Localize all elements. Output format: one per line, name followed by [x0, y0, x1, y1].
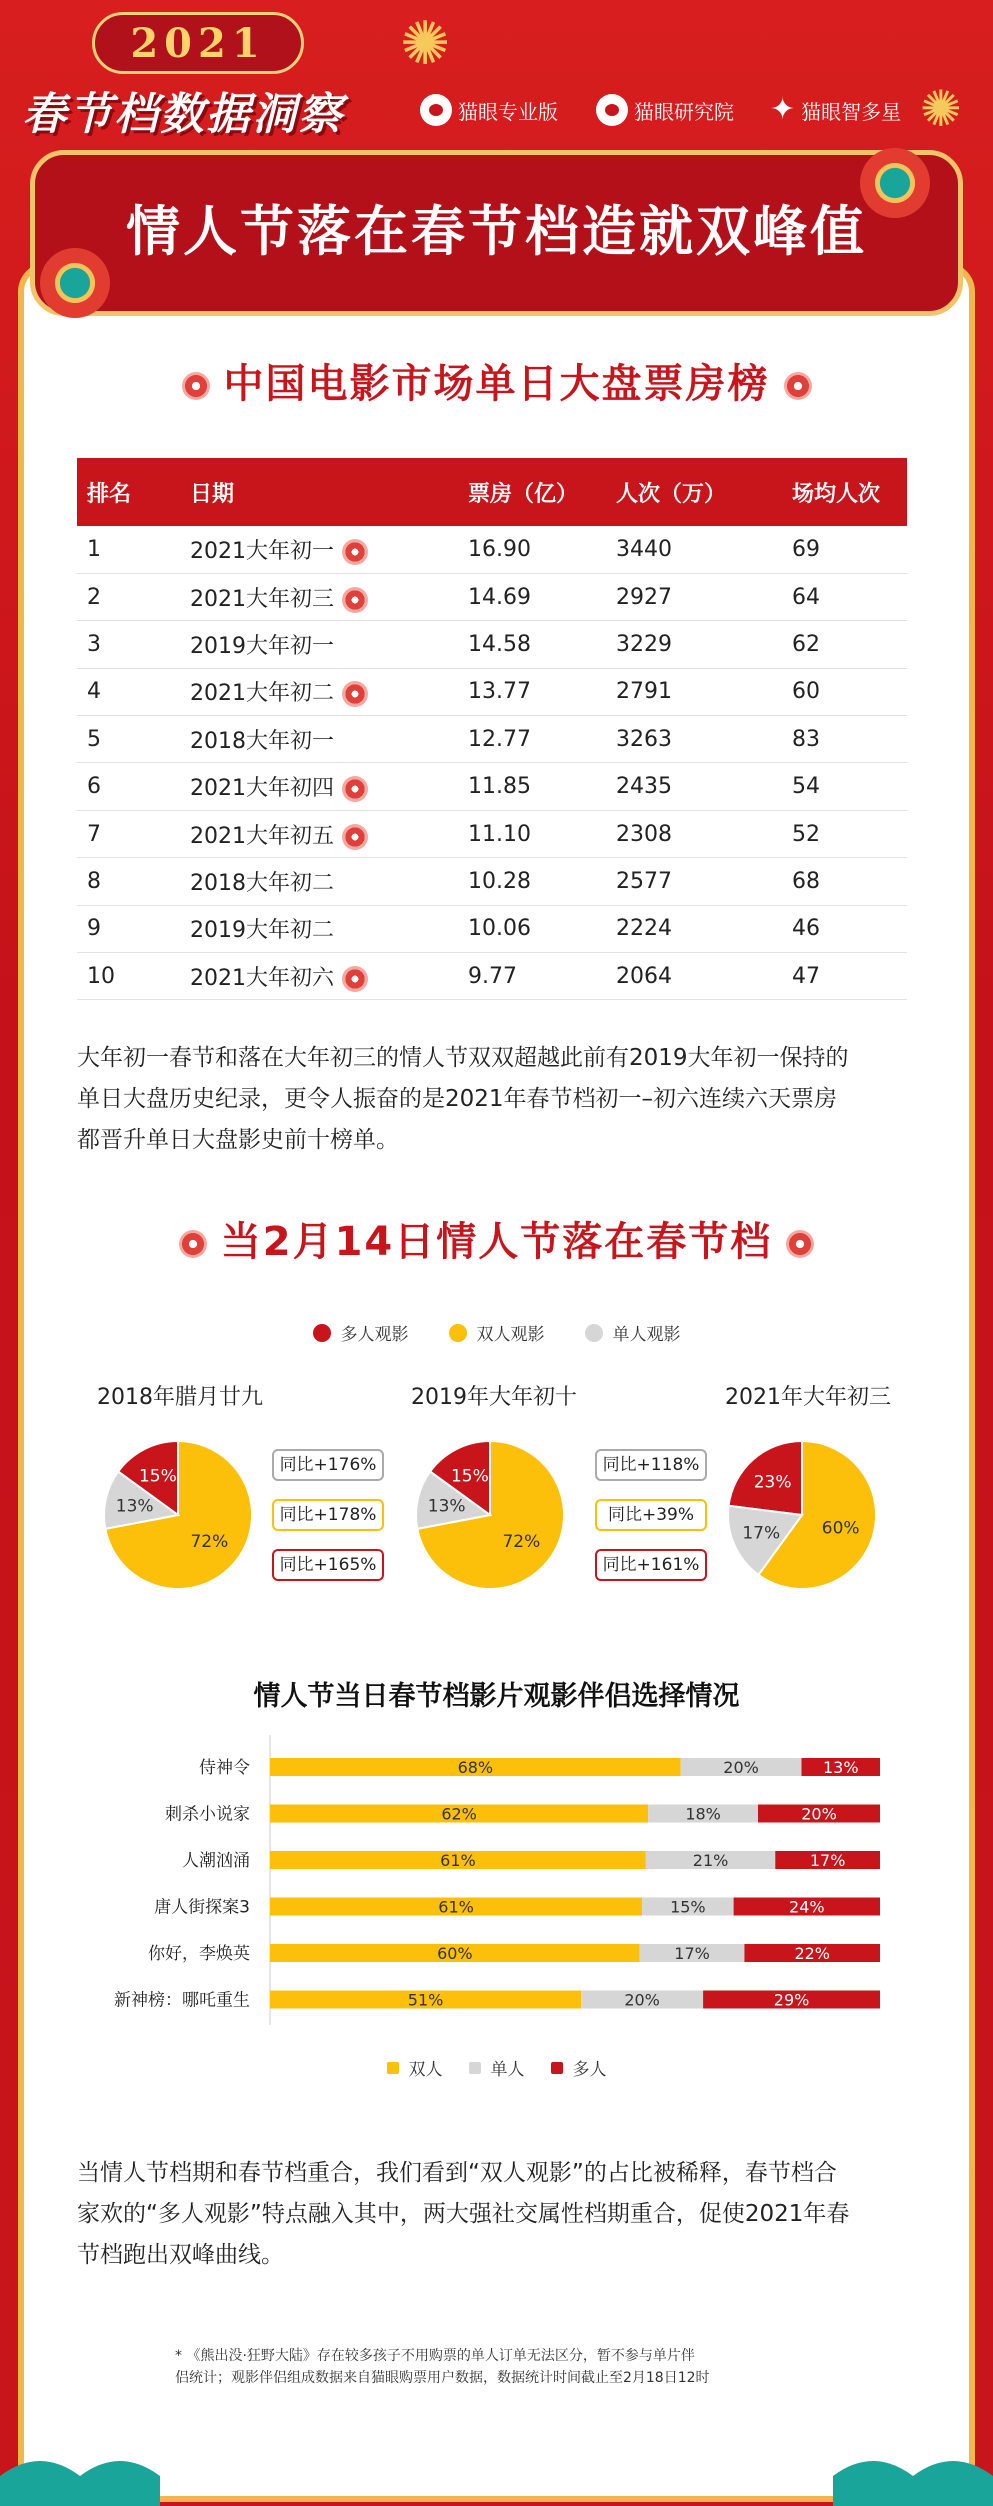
- bar-legend: [0, 2055, 993, 2080]
- flower-ornament-icon: [40, 248, 110, 318]
- cat-logo-icon: [420, 94, 452, 126]
- date-cell-text: 2021大年初四: [190, 776, 334, 802]
- firework-decoration: ✺: [920, 80, 962, 138]
- box-office-cell-text: 14.69: [468, 584, 531, 610]
- yoy-badge: 同比+178%: [272, 1499, 384, 1531]
- star-logo-icon: ✦: [770, 92, 796, 127]
- category-label: 新神榜：哪吒重生: [114, 1990, 250, 2011]
- avg-per-show-cell-text: 62: [792, 631, 820, 657]
- legend-swatch: [585, 1324, 603, 1342]
- pie-title: 2019年大年初十: [411, 1385, 577, 1410]
- bar-value-label: 22%: [794, 1944, 831, 1963]
- admissions-cell-text: 2435: [616, 774, 672, 800]
- box-office-cell-text: 13.77: [468, 679, 531, 705]
- avg-per-show-cell-text: 47: [792, 963, 820, 989]
- event-title: 春节档数据洞察: [22, 89, 344, 140]
- table-row: [77, 716, 907, 763]
- pie-slice-label: 60%: [821, 1518, 860, 1539]
- conclusion-paragraph: [77, 2153, 917, 2276]
- ranking-description: [77, 1038, 917, 1161]
- bar-value-label: 24%: [789, 1897, 825, 1917]
- admissions-cell-text: 3440: [616, 536, 672, 562]
- valentine-title: [0, 1210, 993, 1267]
- rank-cell: [77, 905, 180, 952]
- pie-slice-label: 72%: [190, 1531, 229, 1552]
- pie-legend: [0, 1320, 993, 1345]
- paragraph-line: 都晋升单日大盘影史前十榜单。: [77, 1127, 399, 1153]
- bar-value-label: 68%: [457, 1758, 494, 1777]
- avg-per-show-cell-text: 60: [792, 679, 820, 705]
- avg-per-show-cell-text: 64: [792, 584, 820, 610]
- box-office-cell-text: 10.28: [468, 868, 531, 894]
- date-cell-text: 2021大年初六: [190, 965, 334, 991]
- legend-label: 单人观影: [612, 1325, 681, 1345]
- table-row: [77, 763, 907, 810]
- avg-per-show-cell-text: 52: [792, 821, 820, 847]
- footnote: [175, 2345, 835, 2389]
- pie-slice-label: 23%: [753, 1472, 792, 1493]
- yoy-badge: 同比+165%: [272, 1549, 384, 1581]
- admissions-cell: [606, 858, 782, 905]
- admissions-cell: [606, 953, 782, 1000]
- avg-per-show-cell: [782, 763, 907, 810]
- bar-value-label: 20%: [801, 1804, 837, 1824]
- table-row: [77, 621, 907, 668]
- date-cell: [180, 858, 458, 905]
- avg-per-show-cell: [782, 621, 907, 668]
- admissions-cell: [606, 716, 782, 763]
- avg-per-show-cell: [782, 526, 907, 573]
- rank-cell: [77, 621, 180, 668]
- category-label: 唐人街探案3: [154, 1897, 250, 1918]
- pie-slice-label: 15%: [450, 1466, 489, 1487]
- bar-value-label: 61%: [438, 1897, 474, 1917]
- paragraph-line: 家欢的“多人观影”特点融入其中，两大强社交属性档期重合，促使2021年春: [77, 2201, 850, 2227]
- date-cell: [180, 621, 458, 668]
- avg-per-show-cell: [782, 573, 907, 620]
- date-cell: [180, 763, 458, 810]
- rank-cell-text: 6: [87, 774, 101, 800]
- brand-maoyan-pro: [420, 94, 558, 126]
- bar-value-label: 51%: [407, 1990, 444, 2010]
- flower-icon: [342, 587, 368, 613]
- bar-value-label: 18%: [685, 1804, 721, 1824]
- box-office-cell-text: 14.58: [468, 631, 531, 657]
- category-label: 人潮汹涌: [182, 1851, 250, 1871]
- table-header-row: [77, 458, 907, 526]
- date-cell-text: 2019大年初一: [190, 633, 334, 659]
- flower-icon: [784, 372, 812, 400]
- legend-swatch: [551, 2062, 563, 2074]
- rank-cell-text: 3: [87, 631, 101, 657]
- rank-cell: [77, 668, 180, 715]
- box-office-cell-text: 11.10: [468, 821, 531, 847]
- legend-label: 双人观影: [476, 1325, 545, 1345]
- paragraph-line: 大年初一春节和落在大年初三的情人节双双超越此前有2019大年初一保持的: [77, 1045, 849, 1071]
- footnote-line: * 《熊出没·狂野大陆》存在较多孩子不用购票的单人订单无法区分，暂不参与单片伴: [175, 2348, 695, 2364]
- bar-value-label: 17%: [674, 1944, 710, 1963]
- legend-item: [469, 2055, 525, 2080]
- legend-item: [313, 1320, 409, 1345]
- footnote-line: 侣统计；观影伴侣组成数据来自猫眼购票用户数据，数据统计时间截止至2月18日12时: [175, 2370, 710, 2386]
- admissions-cell-text: 2064: [616, 963, 672, 989]
- avg-per-show-cell: [782, 810, 907, 857]
- pie-slice-label: 72%: [502, 1531, 541, 1552]
- table-row: [77, 668, 907, 715]
- flower-icon: [182, 372, 210, 400]
- avg-per-show-cell: [782, 668, 907, 715]
- brand-maoyan-research: [596, 94, 734, 126]
- admissions-cell: [606, 621, 782, 668]
- table-row: [77, 858, 907, 905]
- category-label: 侍神令: [199, 1758, 250, 1778]
- pie-charts: [0, 1425, 993, 1655]
- flower-icon: [342, 824, 368, 850]
- avg-per-show-cell: [782, 716, 907, 763]
- bar-value-label: 15%: [670, 1897, 706, 1917]
- legend-item: [387, 2055, 443, 2080]
- table-row: [77, 953, 907, 1000]
- rank-cell-text: 10: [87, 963, 115, 989]
- box-office-cell-text: 9.77: [468, 963, 517, 989]
- table-row: [77, 905, 907, 952]
- rank-cell-text: 7: [87, 821, 101, 847]
- rank-cell: [77, 573, 180, 620]
- rank-cell-text: 4: [87, 679, 101, 705]
- bar-value-label: 62%: [441, 1804, 477, 1824]
- date-cell: [180, 810, 458, 857]
- legend-swatch: [469, 2062, 481, 2074]
- cat-logo-icon: [596, 94, 628, 126]
- paragraph-line: 节档跑出双峰曲线。: [77, 2242, 284, 2268]
- yoy-badge: 同比+118%: [595, 1449, 707, 1481]
- main-title: 情人节落在春节档造就双峰值: [126, 200, 867, 263]
- legend-label: 单人: [490, 2060, 525, 2080]
- box-office-cell-text: 16.90: [468, 536, 531, 562]
- year-badge: [92, 12, 304, 74]
- rank-cell: [77, 763, 180, 810]
- table-row: [77, 573, 907, 620]
- avg-per-show-cell-text: 68: [792, 868, 820, 894]
- category-label: 你好，李焕英: [148, 1944, 250, 1964]
- legend-swatch: [387, 2062, 399, 2074]
- valentine-title-text: 当2月14日情人节落在春节档: [220, 1219, 773, 1265]
- date-cell: [180, 953, 458, 1000]
- box-office-cell: [458, 858, 606, 905]
- ranking-title-text: 中国电影市场单日大盘票房榜: [223, 361, 770, 407]
- rank-cell-text: 5: [87, 726, 101, 752]
- column-header: 人次（万）: [606, 458, 782, 526]
- bar-value-label: 13%: [822, 1758, 859, 1777]
- avg-per-show-cell-text: 46: [792, 916, 820, 942]
- avg-per-show-cell: [782, 905, 907, 952]
- brand-maoyan-zhiduoxing: [770, 94, 901, 126]
- box-office-cell: [458, 621, 606, 668]
- table-row: [77, 810, 907, 857]
- brand-label: 猫眼智多星: [801, 99, 902, 124]
- admissions-cell: [606, 810, 782, 857]
- column-header: 排名: [77, 458, 180, 526]
- paragraph-line: 当情人节档期和春节档重合，我们看到“双人观影”的占比被稀释，春节档合: [77, 2160, 837, 2186]
- rank-cell: [77, 716, 180, 763]
- admissions-cell-text: 3229: [616, 631, 672, 657]
- table-row: [77, 526, 907, 573]
- box-office-cell: [458, 668, 606, 715]
- bar-value-label: 29%: [773, 1990, 810, 2010]
- pie-title: 2021年大年初三: [725, 1385, 891, 1410]
- admissions-cell-text: 3263: [616, 726, 672, 752]
- legend-item: [585, 1320, 681, 1345]
- admissions-cell: [606, 668, 782, 715]
- date-cell-text: 2018大年初二: [190, 870, 334, 896]
- bottom-wave-decoration: [0, 2446, 993, 2506]
- bar-value-label: 17%: [809, 1851, 846, 1870]
- paragraph-line: 单日大盘历史纪录，更令人振奋的是2021年春节档初一–初六连续六天票房: [77, 1086, 838, 1112]
- rank-cell: [77, 953, 180, 1000]
- yoy-badge: 同比+176%: [272, 1449, 384, 1481]
- box-office-cell: [458, 953, 606, 1000]
- rank-cell-text: 9: [87, 916, 101, 942]
- bar-value-label: 61%: [440, 1851, 476, 1870]
- bar-value-label: 21%: [692, 1851, 729, 1870]
- avg-per-show-cell: [782, 858, 907, 905]
- flower-icon: [342, 966, 368, 992]
- pie-slice-label: 15%: [138, 1466, 177, 1487]
- legend-item: [551, 2055, 607, 2080]
- legend-label: 多人观影: [340, 1325, 409, 1345]
- box-office-cell: [458, 716, 606, 763]
- rank-cell-text: 8: [87, 868, 101, 894]
- ranking-table: [77, 458, 907, 1000]
- box-office-cell: [458, 573, 606, 620]
- year-text: 2021: [130, 19, 266, 67]
- bar-value-label: 20%: [624, 1990, 660, 2010]
- avg-per-show-cell: [782, 953, 907, 1000]
- box-office-cell-text: 10.06: [468, 916, 531, 942]
- admissions-cell: [606, 763, 782, 810]
- box-office-cell: [458, 810, 606, 857]
- avg-per-show-cell-text: 83: [792, 726, 820, 752]
- column-header: 日期: [180, 458, 458, 526]
- pie-title: 2018年腊月廿九: [97, 1385, 263, 1410]
- bar-value-label: 60%: [437, 1944, 473, 1963]
- flower-icon: [342, 539, 368, 565]
- admissions-cell-text: 2927: [616, 584, 672, 610]
- date-cell-text: 2021大年初二: [190, 681, 334, 707]
- yoy-badge: 同比+161%: [595, 1549, 707, 1581]
- flower-icon: [786, 1230, 814, 1258]
- flower-icon: [342, 681, 368, 707]
- pie-slice-label: 13%: [115, 1496, 154, 1517]
- admissions-cell: [606, 905, 782, 952]
- box-office-cell-text: 11.85: [468, 774, 531, 800]
- rank-cell-text: 1: [87, 536, 101, 562]
- category-label: 刺杀小说家: [165, 1804, 250, 1825]
- avg-per-show-cell-text: 69: [792, 536, 820, 562]
- box-office-cell: [458, 526, 606, 573]
- rank-cell: [77, 858, 180, 905]
- legend-item: [449, 1320, 545, 1345]
- column-header: 场均人次: [782, 458, 907, 526]
- flower-icon: [179, 1230, 207, 1258]
- legend-label: 双人: [408, 2060, 443, 2080]
- flower-ornament-icon: [860, 148, 930, 218]
- bar-chart-title: 情人节当日春节档影片观影伴侣选择情况: [253, 1681, 740, 1712]
- ranking-title: [0, 352, 993, 409]
- date-cell-text: 2021大年初三: [190, 586, 334, 612]
- column-header: 票房（亿）: [458, 458, 606, 526]
- box-office-cell-text: 12.77: [468, 726, 531, 752]
- admissions-cell: [606, 526, 782, 573]
- flower-icon: [342, 776, 368, 802]
- admissions-cell-text: 2791: [616, 679, 672, 705]
- box-office-cell: [458, 905, 606, 952]
- box-office-cell: [458, 763, 606, 810]
- pie-slice-label: 13%: [427, 1496, 466, 1517]
- date-cell-text: 2019大年初二: [190, 918, 334, 944]
- legend-label: 多人: [572, 2060, 607, 2080]
- rank-cell-text: 2: [87, 584, 101, 610]
- brand-label: 猫眼专业版: [458, 99, 558, 124]
- firework-decoration: ✺: [400, 9, 451, 79]
- date-cell-text: 2021大年初五: [190, 823, 334, 849]
- date-cell-text: 2018大年初一: [190, 728, 334, 754]
- legend-swatch: [449, 1324, 467, 1342]
- date-cell: [180, 668, 458, 715]
- date-cell: [180, 573, 458, 620]
- yoy-badge: 同比+39%: [595, 1499, 707, 1531]
- admissions-cell: [606, 573, 782, 620]
- pie-slice-label: 17%: [742, 1523, 781, 1544]
- date-cell-text: 2021大年初一: [190, 538, 334, 564]
- date-cell: [180, 905, 458, 952]
- bar-value-label: 20%: [723, 1758, 759, 1777]
- avg-per-show-cell-text: 54: [792, 774, 820, 800]
- admissions-cell-text: 2224: [616, 916, 672, 942]
- rank-cell: [77, 810, 180, 857]
- brand-label: 猫眼研究院: [634, 99, 734, 124]
- date-cell: [180, 526, 458, 573]
- legend-swatch: [313, 1324, 331, 1342]
- rank-cell: [77, 526, 180, 573]
- admissions-cell-text: 2577: [616, 868, 672, 894]
- date-cell: [180, 716, 458, 763]
- admissions-cell-text: 2308: [616, 821, 672, 847]
- stacked-bar-chart: [0, 1735, 993, 2025]
